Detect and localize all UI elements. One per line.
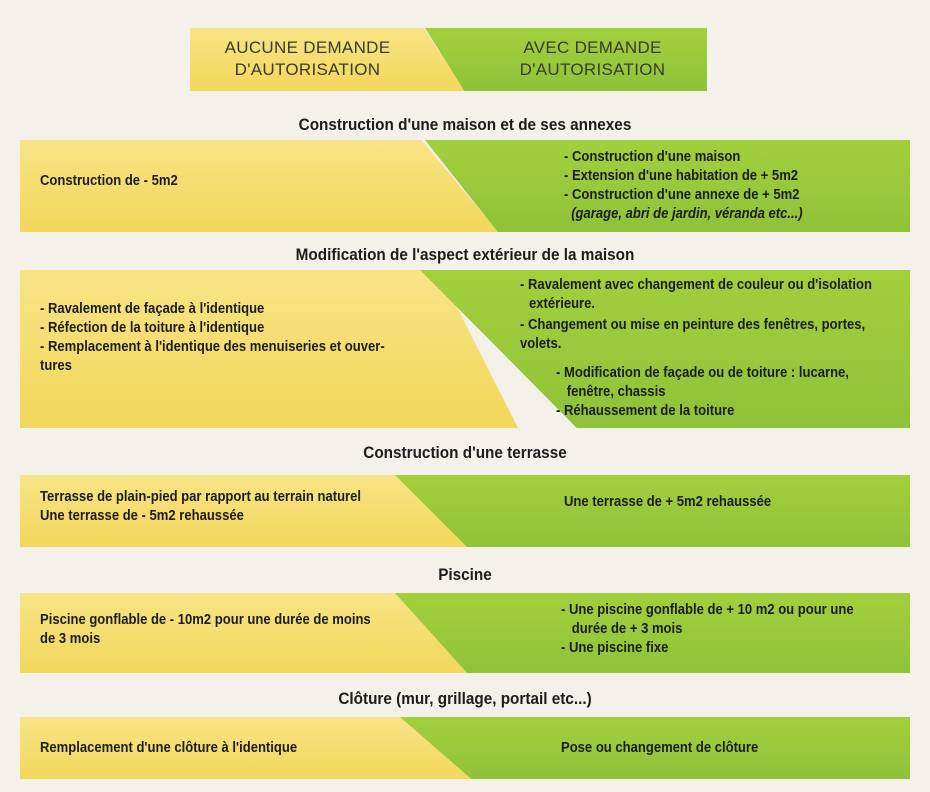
terrasse-with-authorization-text: Une terrasse de + 5m2 rehaussée [564, 494, 772, 510]
list-item: - Une piscine fixe [561, 640, 669, 656]
list-item: Piscine gonflable de - 10m2 pour une durée de moins [40, 612, 371, 628]
list-item: volets. [520, 336, 562, 352]
list-item: extérieure. [529, 296, 596, 312]
list-item: - Construction d'une annexe de + 5m2 [564, 187, 800, 203]
list-item: de 3 mois [40, 631, 101, 647]
construction-with-authorization-text [564, 148, 803, 224]
list-item: Terrasse de plain-pied par rapport au terrain naturel [40, 489, 362, 505]
list-item: - Ravalement avec changement de couleur ou d'isolation [520, 277, 872, 293]
list-item: durée de + 3 mois [571, 621, 683, 637]
section-title-construction: Construction d'une maison et de ses annexes [298, 115, 632, 134]
list-item: - Réfection de la toiture à l'identique [40, 320, 265, 336]
list-item: - Ravalement de façade à l'identique [40, 301, 265, 317]
piscine-no-authorization-text [40, 611, 371, 649]
section-title-aspect: Modification de l'aspect extérieur de la maison [295, 245, 635, 264]
list-item: - Modification de façade ou de toiture : lucarne, [556, 365, 849, 381]
list-item: Une terrasse de - 5m2 rehaussée [40, 508, 244, 524]
cloture-with-authorization-text: Pose ou changement de clôture [561, 740, 759, 756]
list-item: - Réhaussement de la toiture [556, 403, 735, 419]
aspect-no-authorization-text [40, 300, 385, 376]
header-with-authorization-label: AVEC DEMANDE D'AUTORISATION [519, 38, 666, 79]
section-title-cloture: Clôture (mur, grillage, portail etc...) [338, 689, 592, 708]
header-no-authorization-label: AUCUNE DEMANDE D'AUTORISATION [224, 38, 391, 79]
aspect-with-authorization-text-bottom [556, 364, 849, 421]
list-item: - Extension d'une habitation de + 5m2 [564, 168, 799, 184]
terrasse-no-authorization-text [40, 488, 361, 526]
list-item: (garage, abri de jardin, véranda etc...) [571, 206, 803, 222]
list-item: - Construction d'une maison [564, 149, 741, 165]
list-item: - Remplacement à l'identique des menuiseries et ouver- [40, 339, 385, 355]
section-title-terrasse: Construction d'une terrasse [363, 443, 567, 462]
list-item: tures [40, 358, 72, 374]
piscine-with-authorization-text [561, 601, 854, 658]
cloture-no-authorization-text: Remplacement d'une clôture à l'identique [40, 740, 298, 756]
list-item: - Une piscine gonflable de + 10 m2 ou pour une [561, 602, 854, 618]
list-item: fenêtre, chassis [566, 384, 666, 400]
list-item: - Changement ou mise en peinture des fenêtres, portes, [520, 317, 866, 333]
aspect-with-authorization-text-top [520, 276, 872, 354]
section-title-piscine: Piscine [438, 565, 492, 584]
construction-no-authorization-text: Construction de - 5m2 [40, 173, 178, 189]
